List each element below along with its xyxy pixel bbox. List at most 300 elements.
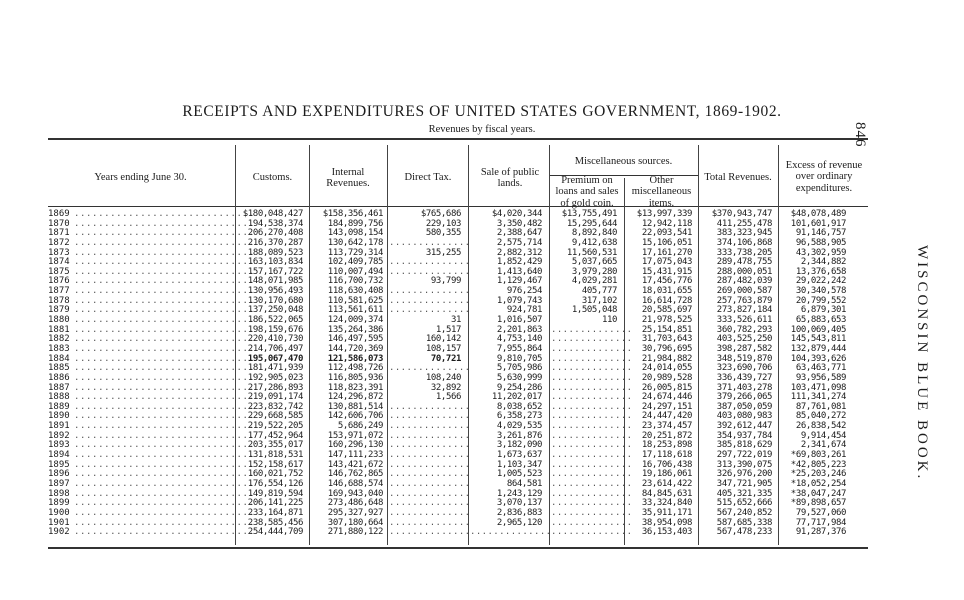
year-value: 1888: [48, 392, 70, 403]
internal-cell: 118,630,408: [327, 286, 383, 297]
internal-cell: 113,561,611: [327, 305, 383, 316]
direct-cell: ..............: [389, 421, 471, 432]
lands-cell: ..............: [470, 527, 552, 538]
year-value: 1886: [48, 372, 70, 383]
divider-total: [698, 145, 699, 545]
header-direct-tax: Direct Tax.: [404, 172, 452, 184]
lands-cell: 7,955,864: [496, 343, 542, 354]
total-cell: 297,722,019: [716, 450, 772, 461]
customs-cell: 216,370,287: [247, 237, 303, 248]
direct-cell: ..............: [389, 363, 471, 374]
lands-cell: $4,020,344: [491, 209, 542, 219]
year-value: 1896: [48, 469, 70, 480]
customs-cell: 229,668,585: [247, 411, 303, 422]
lands-cell: 9,254,286: [496, 382, 542, 393]
header-public-lands: Sale of public lands.: [480, 166, 540, 189]
excess-cell: 20,799,552: [795, 295, 846, 306]
direct-cell: ..............: [389, 440, 471, 451]
customs-cell: 195,067,470: [247, 353, 303, 364]
customs-cell: 163,103,834: [247, 257, 303, 268]
other-cell: 15,106,051: [641, 237, 692, 248]
years-column: [48, 209, 255, 538]
leader-dots: ..............................: [74, 237, 255, 248]
excess-cell: 93,956,589: [795, 372, 846, 383]
excess-cell: 103,471,098: [790, 382, 846, 393]
internal-cell: 160,296,130: [327, 440, 383, 451]
direct-cell: 1,517: [435, 324, 461, 335]
premium-cell: 9,412,638: [571, 237, 617, 248]
other-cell: 30,796,695: [641, 343, 692, 354]
year-value: 1882: [48, 334, 70, 345]
premium-cell: ..............: [551, 421, 633, 432]
other-cell: 19,186,061: [641, 469, 692, 480]
total-cell: 269,000,587: [716, 286, 772, 297]
other-cell: 23,614,422: [641, 478, 692, 489]
lands-cell: 3,182,090: [496, 440, 542, 451]
year-value: 1891: [48, 421, 70, 432]
premium-cell: $13,755,491: [561, 209, 617, 219]
lands-cell: 4,753,140: [496, 334, 542, 345]
excess-cell: 2,341,674: [800, 440, 846, 451]
excess-cell: 87,761,081: [795, 401, 846, 412]
leader-dots: ..............................: [74, 286, 255, 297]
internal-cell: 146,688,574: [327, 478, 383, 489]
leader-dots: ..............................: [74, 247, 255, 258]
year-value: 1879: [48, 305, 70, 316]
internal-cell: 130,881,514: [327, 401, 383, 412]
leader-dots: ..............................: [74, 305, 255, 316]
customs-cell: 198,159,676: [247, 324, 303, 335]
premium-cell: ..............: [551, 334, 633, 345]
year-value: 1874: [48, 257, 70, 268]
lands-cell: 1,413,640: [496, 266, 542, 277]
internal-cell: 143,098,154: [327, 228, 383, 239]
leader-dots: ..............................: [74, 411, 255, 422]
internal-cell: 271,880,122: [327, 527, 383, 538]
total-cell: 411,255,478: [716, 218, 772, 229]
leader-dots: ..............................: [74, 498, 255, 509]
customs-column: [236, 210, 303, 538]
direct-cell: 31: [450, 315, 461, 326]
other-cell: 26,005,815: [641, 382, 692, 393]
lands-cell: 3,070,137: [496, 498, 542, 509]
total-cell: 387,050,059: [716, 401, 772, 412]
other-cell: 38,954,098: [641, 517, 692, 528]
total-cell: 333,738,205: [716, 247, 772, 258]
total-cell: 323,690,706: [716, 363, 772, 374]
lands-cell: 2,836,883: [496, 507, 542, 518]
total-column: [700, 210, 772, 538]
direct-cell: ..............: [389, 401, 471, 412]
leader-dots: ..............................: [74, 276, 255, 287]
lands-cell: 1,016,507: [496, 315, 542, 326]
customs-cell: 181,471,939: [247, 363, 303, 374]
premium-cell: ..............: [551, 382, 633, 393]
total-cell: 336,439,727: [716, 372, 772, 383]
total-cell: 348,519,870: [716, 353, 772, 364]
premium-column: [551, 209, 633, 538]
internal-cell: 273,486,648: [327, 498, 383, 509]
year-value: 1902: [48, 527, 70, 538]
total-cell: 515,652,666: [716, 498, 772, 509]
premium-cell: ..............: [551, 392, 633, 403]
total-cell: 567,478,233: [716, 527, 772, 538]
year-value: 1889: [48, 401, 70, 412]
year-value: 1895: [48, 459, 70, 470]
excess-cell: 101,601,917: [790, 218, 846, 229]
excess-cell: 13,376,658: [795, 266, 846, 277]
premium-cell: ..............: [551, 372, 633, 383]
excess-cell: 100,069,405: [790, 324, 846, 335]
lands-cell: 4,029,535: [496, 421, 542, 432]
premium-cell: ..............: [551, 507, 633, 518]
lands-cell: 1,852,429: [496, 257, 542, 268]
total-cell: 403,080,983: [716, 411, 772, 422]
lands-cell: 2,575,714: [496, 237, 542, 248]
leader-dots: ..............................: [74, 363, 255, 374]
internal-cell: 130,642,178: [327, 237, 383, 248]
excess-cell: $48,078,489: [790, 209, 846, 219]
customs-cell: 203,355,017: [247, 440, 303, 451]
table-top-rule: [48, 138, 868, 140]
premium-cell: ..............: [551, 411, 633, 422]
customs-cell: 220,410,730: [247, 334, 303, 345]
year-value: 1870: [48, 218, 70, 229]
total-cell: 287,482,039: [716, 276, 772, 287]
direct-cell: ..............: [389, 266, 471, 277]
customs-cell: 214,706,497: [247, 343, 303, 354]
divider-direct: [387, 145, 388, 545]
customs-cell: 177,452,964: [247, 430, 303, 441]
lands-cell: 1,673,637: [496, 450, 542, 461]
other-cell: 20,989,528: [641, 372, 692, 383]
premium-cell: 3,979,280: [571, 266, 617, 277]
customs-cell: 137,250,048: [247, 305, 303, 316]
lands-cell: 2,882,312: [496, 247, 542, 258]
internal-cell: 110,581,625: [327, 295, 383, 306]
total-cell: 398,287,582: [716, 343, 772, 354]
table-bottom-rule: [48, 547, 868, 549]
internal-cell: 153,971,072: [327, 430, 383, 441]
leader-dots: ..............................: [74, 372, 255, 383]
internal-cell: 135,264,386: [327, 324, 383, 335]
year-value: 1880: [48, 315, 70, 326]
internal-cell: 124,296,872: [327, 392, 383, 403]
other-cell: $13,997,339: [636, 209, 692, 219]
leader-dots: ..............................: [74, 228, 255, 239]
direct-tax-column: [389, 209, 471, 538]
year-value: 1877: [48, 286, 70, 297]
direct-cell: ..............: [389, 286, 471, 297]
other-cell: 84,845,631: [641, 488, 692, 499]
leader-dots: ..............................: [74, 392, 255, 403]
direct-cell: ..............: [389, 295, 471, 306]
leader-dots: ..............................: [74, 517, 255, 528]
excess-cell: 85,040,272: [795, 411, 846, 422]
internal-cell: 118,823,391: [327, 382, 383, 393]
excess-cell: 91,287,376: [795, 527, 846, 538]
internal-cell: 184,899,756: [327, 218, 383, 229]
premium-cell: ..............: [551, 430, 633, 441]
internal-cell: 113,729,314: [327, 247, 383, 258]
direct-cell: ..............: [389, 459, 471, 470]
excess-cell: 30,340,578: [795, 286, 846, 297]
premium-cell: ..............: [551, 363, 633, 374]
excess-cell: 9,914,454: [800, 430, 846, 441]
total-cell: 392,612,447: [716, 421, 772, 432]
total-cell: 347,721,905: [716, 478, 772, 489]
direct-cell: ..............: [389, 517, 471, 528]
leader-dots: ..............................: [74, 334, 255, 345]
internal-cell: 143,421,672: [327, 459, 383, 470]
total-cell: 313,390,075: [716, 459, 772, 470]
premium-cell: ..............: [551, 343, 633, 354]
excess-cell: *69,803,261: [790, 450, 846, 461]
internal-cell: 142,606,706: [327, 411, 383, 422]
premium-cell: 5,037,665: [571, 257, 617, 268]
direct-cell: $765,686: [420, 209, 461, 219]
year-value: 1899: [48, 498, 70, 509]
excess-cell: 29,022,242: [795, 276, 846, 287]
other-cell: 17,456,776: [641, 276, 692, 287]
leader-dots: ..............................: [74, 469, 255, 480]
direct-cell: ..............: [389, 469, 471, 480]
year-row-label: [48, 527, 255, 538]
excess-cell: *25,203,246: [790, 469, 846, 480]
leader-dots: ..............................: [74, 450, 255, 461]
other-cell: 12,942,118: [641, 218, 692, 229]
leader-dots: ..............................: [74, 382, 255, 393]
leader-dots: ..............................: [74, 459, 255, 470]
direct-cell: 160,142: [425, 334, 461, 345]
premium-cell: ..............: [551, 488, 633, 499]
year-value: 1884: [48, 353, 70, 364]
lands-cell: 924,781: [506, 305, 542, 316]
other-cell: 24,014,055: [641, 363, 692, 374]
excess-cell: 2,344,882: [800, 257, 846, 268]
direct-cell: ..............: [389, 488, 471, 499]
page-number: 846: [852, 122, 868, 148]
total-cell: 567,240,852: [716, 507, 772, 518]
year-value: 1892: [48, 430, 70, 441]
direct-cell: 229,103: [425, 218, 461, 229]
premium-cell: ..............: [551, 450, 633, 461]
total-cell: $370,943,747: [711, 209, 772, 219]
internal-cell: 102,409,785: [327, 257, 383, 268]
leader-dots: ..............................: [74, 218, 255, 229]
internal-column: [311, 210, 383, 538]
premium-cell: ..............: [551, 469, 633, 480]
other-cell: 21,984,882: [641, 353, 692, 364]
premium-cell: 4,029,281: [571, 276, 617, 287]
lands-cell: 1,103,347: [496, 459, 542, 470]
total-cell: 403,525,250: [716, 334, 772, 345]
excess-cell: *18,052,254: [790, 478, 846, 489]
leader-dots: ..............................: [74, 266, 255, 277]
other-cell: 23,374,457: [641, 421, 692, 432]
excess-cell: 79,527,060: [795, 507, 846, 518]
other-cell: 21,978,525: [641, 315, 692, 326]
total-cell: 257,763,879: [716, 295, 772, 306]
other-misc-column: [626, 210, 692, 538]
excess-cell: 63,463,771: [795, 363, 846, 374]
year-value: 1890: [48, 411, 70, 422]
year-value: 1869: [48, 209, 70, 219]
excess-cell: *42,805,223: [790, 459, 846, 470]
customs-cell: 219,091,174: [247, 392, 303, 403]
other-cell: 31,703,643: [641, 334, 692, 345]
premium-cell: 8,892,840: [571, 228, 617, 239]
year-value: 1897: [48, 478, 70, 489]
customs-cell: 233,164,871: [247, 507, 303, 518]
premium-cell: ..............: [551, 440, 633, 451]
leader-dots: ..............................: [74, 315, 255, 326]
customs-cell: 130,170,680: [247, 295, 303, 306]
excess-cell: 65,883,653: [795, 315, 846, 326]
lands-cell: 5,630,999: [496, 372, 542, 383]
internal-cell: 144,720,369: [327, 343, 383, 354]
excess-cell: *89,898,657: [790, 498, 846, 509]
divider-internal: [309, 145, 310, 545]
premium-cell: ..............: [551, 478, 633, 489]
header-internal: Internal Revenues.: [326, 166, 370, 189]
lands-cell: 1,079,743: [496, 295, 542, 306]
customs-cell: 176,554,126: [247, 478, 303, 489]
premium-cell: 317,102: [581, 295, 617, 306]
internal-cell: 110,007,494: [327, 266, 383, 277]
total-cell: 360,782,293: [716, 324, 772, 335]
total-cell: 354,937,784: [716, 430, 772, 441]
leader-dots: ..............................: [74, 488, 255, 499]
other-cell: 17,118,618: [641, 450, 692, 461]
customs-cell: 223,832,742: [247, 401, 303, 412]
customs-cell: 219,522,205: [247, 421, 303, 432]
excess-cell: 104,393,626: [790, 353, 846, 364]
year-value: 1872: [48, 237, 70, 248]
year-value: 1898: [48, 488, 70, 499]
year-value: 1875: [48, 266, 70, 277]
header-customs: Customs.: [252, 172, 293, 184]
direct-cell: ..............: [389, 430, 471, 441]
total-cell: 587,685,338: [716, 517, 772, 528]
internal-cell: 295,327,927: [327, 507, 383, 518]
running-head: WISCONSIN BLUE BOOK.: [914, 245, 930, 482]
leader-dots: ..............................: [74, 353, 255, 364]
internal-cell: 121,586,073: [327, 353, 383, 364]
leader-dots: ..............................: [74, 343, 255, 354]
premium-cell: ..............: [551, 498, 633, 509]
excess-cell: 77,717,984: [795, 517, 846, 528]
total-cell: 385,818,629: [716, 440, 772, 451]
header-premium: Premium on loans and sales of gold coin.: [555, 174, 619, 209]
customs-cell: 194,538,374: [247, 218, 303, 229]
internal-cell: 124,009,374: [327, 315, 383, 326]
other-cell: 16,706,438: [641, 459, 692, 470]
other-cell: 18,253,898: [641, 440, 692, 451]
header-total: Total Revenues.: [704, 172, 772, 184]
premium-cell: ..............: [551, 324, 633, 335]
customs-cell: 148,071,985: [247, 276, 303, 287]
lands-cell: 8,038,652: [496, 401, 542, 412]
lands-cell: 5,705,986: [496, 363, 542, 374]
total-cell: 405,321,335: [716, 488, 772, 499]
divider-excess: [778, 145, 779, 545]
premium-cell: ..............: [551, 517, 633, 528]
customs-cell: 160,021,752: [247, 469, 303, 480]
header-other-misc: Other miscellaneous items.: [631, 174, 692, 209]
year-value: 1881: [48, 324, 70, 335]
other-cell: 36,153,403: [641, 527, 692, 538]
lands-cell: 1,129,467: [496, 276, 542, 287]
direct-cell: 315,255: [425, 247, 461, 258]
other-cell: 24,297,151: [641, 401, 692, 412]
leader-dots: ..............................: [74, 421, 255, 432]
direct-cell: ..............: [389, 305, 471, 316]
leader-dots: ..............................: [74, 401, 255, 412]
premium-cell: ..............: [551, 527, 633, 538]
other-cell: 17,075,043: [641, 257, 692, 268]
lands-cell: 1,005,523: [496, 469, 542, 480]
year-value: 1885: [48, 363, 70, 374]
excess-cell: 111,341,274: [790, 392, 846, 403]
other-cell: 35,911,171: [641, 507, 692, 518]
total-cell: 383,323,945: [716, 228, 772, 239]
public-lands-column: [470, 209, 552, 538]
customs-cell: 149,819,594: [247, 488, 303, 499]
page-title: RECEIPTS AND EXPENDITURES OF UNITED STATES GOVERNMENT, 1869-1902.: [182, 103, 782, 120]
year-value: 1873: [48, 247, 70, 258]
total-cell: 273,827,184: [716, 305, 772, 316]
direct-cell: 580,355: [425, 228, 461, 239]
total-cell: 379,266,065: [716, 392, 772, 403]
year-value: 1900: [48, 507, 70, 518]
premium-cell: 11,560,531: [566, 247, 617, 258]
leader-dots: ..............................: [74, 257, 255, 268]
excess-cell: 26,838,542: [795, 421, 846, 432]
other-cell: 20,585,697: [641, 305, 692, 316]
other-cell: 15,431,915: [641, 266, 692, 277]
year-value: 1871: [48, 228, 70, 239]
year-value: 1901: [48, 517, 70, 528]
lands-cell: 2,965,120: [496, 517, 542, 528]
premium-cell: ..............: [551, 401, 633, 412]
direct-cell: 70,721: [430, 353, 461, 364]
year-value: 1894: [48, 450, 70, 461]
leader-dots: ..............................: [74, 324, 255, 335]
header-years: Years ending June 30.: [94, 172, 187, 184]
internal-cell: 116,805,936: [327, 372, 383, 383]
customs-cell: 254,444,709: [247, 527, 303, 538]
customs-cell: 131,818,531: [247, 450, 303, 461]
excess-cell: 145,543,811: [790, 334, 846, 345]
leader-dots: ..............................: [74, 507, 255, 518]
customs-cell: $180,048,427: [242, 209, 303, 219]
excess-cell: 132,879,444: [790, 343, 846, 354]
leader-dots: ..............................: [74, 527, 255, 538]
other-cell: 17,161,270: [641, 247, 692, 258]
customs-cell: 217,286,893: [247, 382, 303, 393]
premium-cell: ..............: [551, 459, 633, 470]
direct-cell: ..............: [389, 450, 471, 461]
premium-cell: ..............: [551, 353, 633, 364]
total-cell: 374,106,868: [716, 237, 772, 248]
direct-cell: 108,240: [425, 372, 461, 383]
lands-cell: 6,358,273: [496, 411, 542, 422]
premium-cell: 15,295,644: [566, 218, 617, 229]
other-cell: 25,154,851: [641, 324, 692, 335]
total-cell: 288,000,051: [716, 266, 772, 277]
direct-cell: 93,799: [430, 276, 461, 287]
